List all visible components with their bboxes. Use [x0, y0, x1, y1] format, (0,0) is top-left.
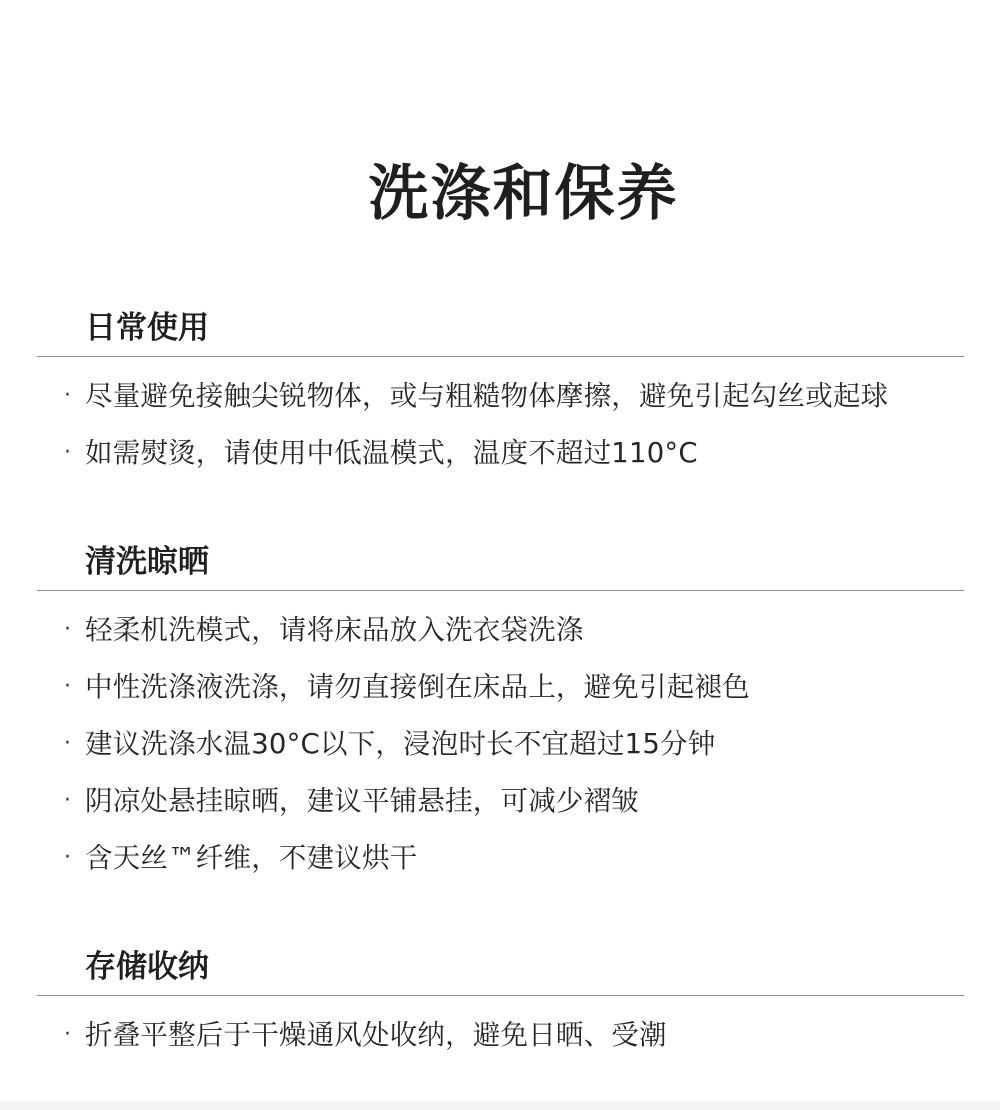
section-divider — [37, 995, 964, 996]
bullet-dot: · — [64, 788, 71, 813]
list-item-text: 阴凉处悬挂晾晒，建议平铺悬挂，可减少褶皱 — [85, 785, 639, 817]
list-item-text: 中性洗涤液洗涤，请勿直接倒在床品上，避免引起褪色 — [85, 671, 750, 703]
list-item-text: 轻柔机洗模式，请将床品放入洗衣袋洗涤 — [85, 614, 584, 646]
list-item — [0, 781, 1000, 838]
list-item — [0, 724, 1000, 781]
list-item — [0, 667, 1000, 724]
list-item-text: 折叠平整后于干燥通风处收纳，避免日晒、受潮 — [85, 1019, 667, 1051]
care-list — [0, 610, 1000, 895]
section-heading: 清洗晾晒 — [85, 544, 209, 580]
care-list — [0, 1015, 1000, 1072]
care-list — [0, 376, 1000, 490]
section-divider — [37, 590, 964, 591]
list-item-text: 建议洗涤水温30°C以下，浸泡时长不宜超过15分钟 — [85, 728, 716, 760]
list-item — [0, 838, 1000, 895]
page-title: 洗涤和保养 — [368, 159, 679, 229]
bottom-strip — [0, 1101, 1000, 1110]
bullet-dot: · — [64, 383, 71, 408]
list-item — [0, 433, 1000, 490]
list-item-text: 尽量避免接触尖锐物体，或与粗糙物体摩擦，避免引起勾丝或起球 — [85, 380, 889, 412]
bullet-dot: · — [64, 1022, 71, 1047]
list-item — [0, 1015, 1000, 1072]
section-heading: 日常使用 — [85, 310, 209, 346]
bullet-dot: · — [64, 674, 71, 699]
bullet-dot: · — [64, 617, 71, 642]
list-item-text: 如需熨烫，请使用中低温模式，温度不超过110°C — [85, 437, 698, 469]
bullet-dot: · — [64, 845, 71, 870]
list-item — [0, 610, 1000, 667]
section-heading: 存储收纳 — [85, 949, 209, 985]
bullet-dot: · — [64, 731, 71, 756]
section-divider — [37, 356, 964, 357]
list-item-text: 含天丝™纤维，不建议烘干 — [85, 842, 418, 874]
list-item — [0, 376, 1000, 433]
bullet-dot: · — [64, 440, 71, 465]
